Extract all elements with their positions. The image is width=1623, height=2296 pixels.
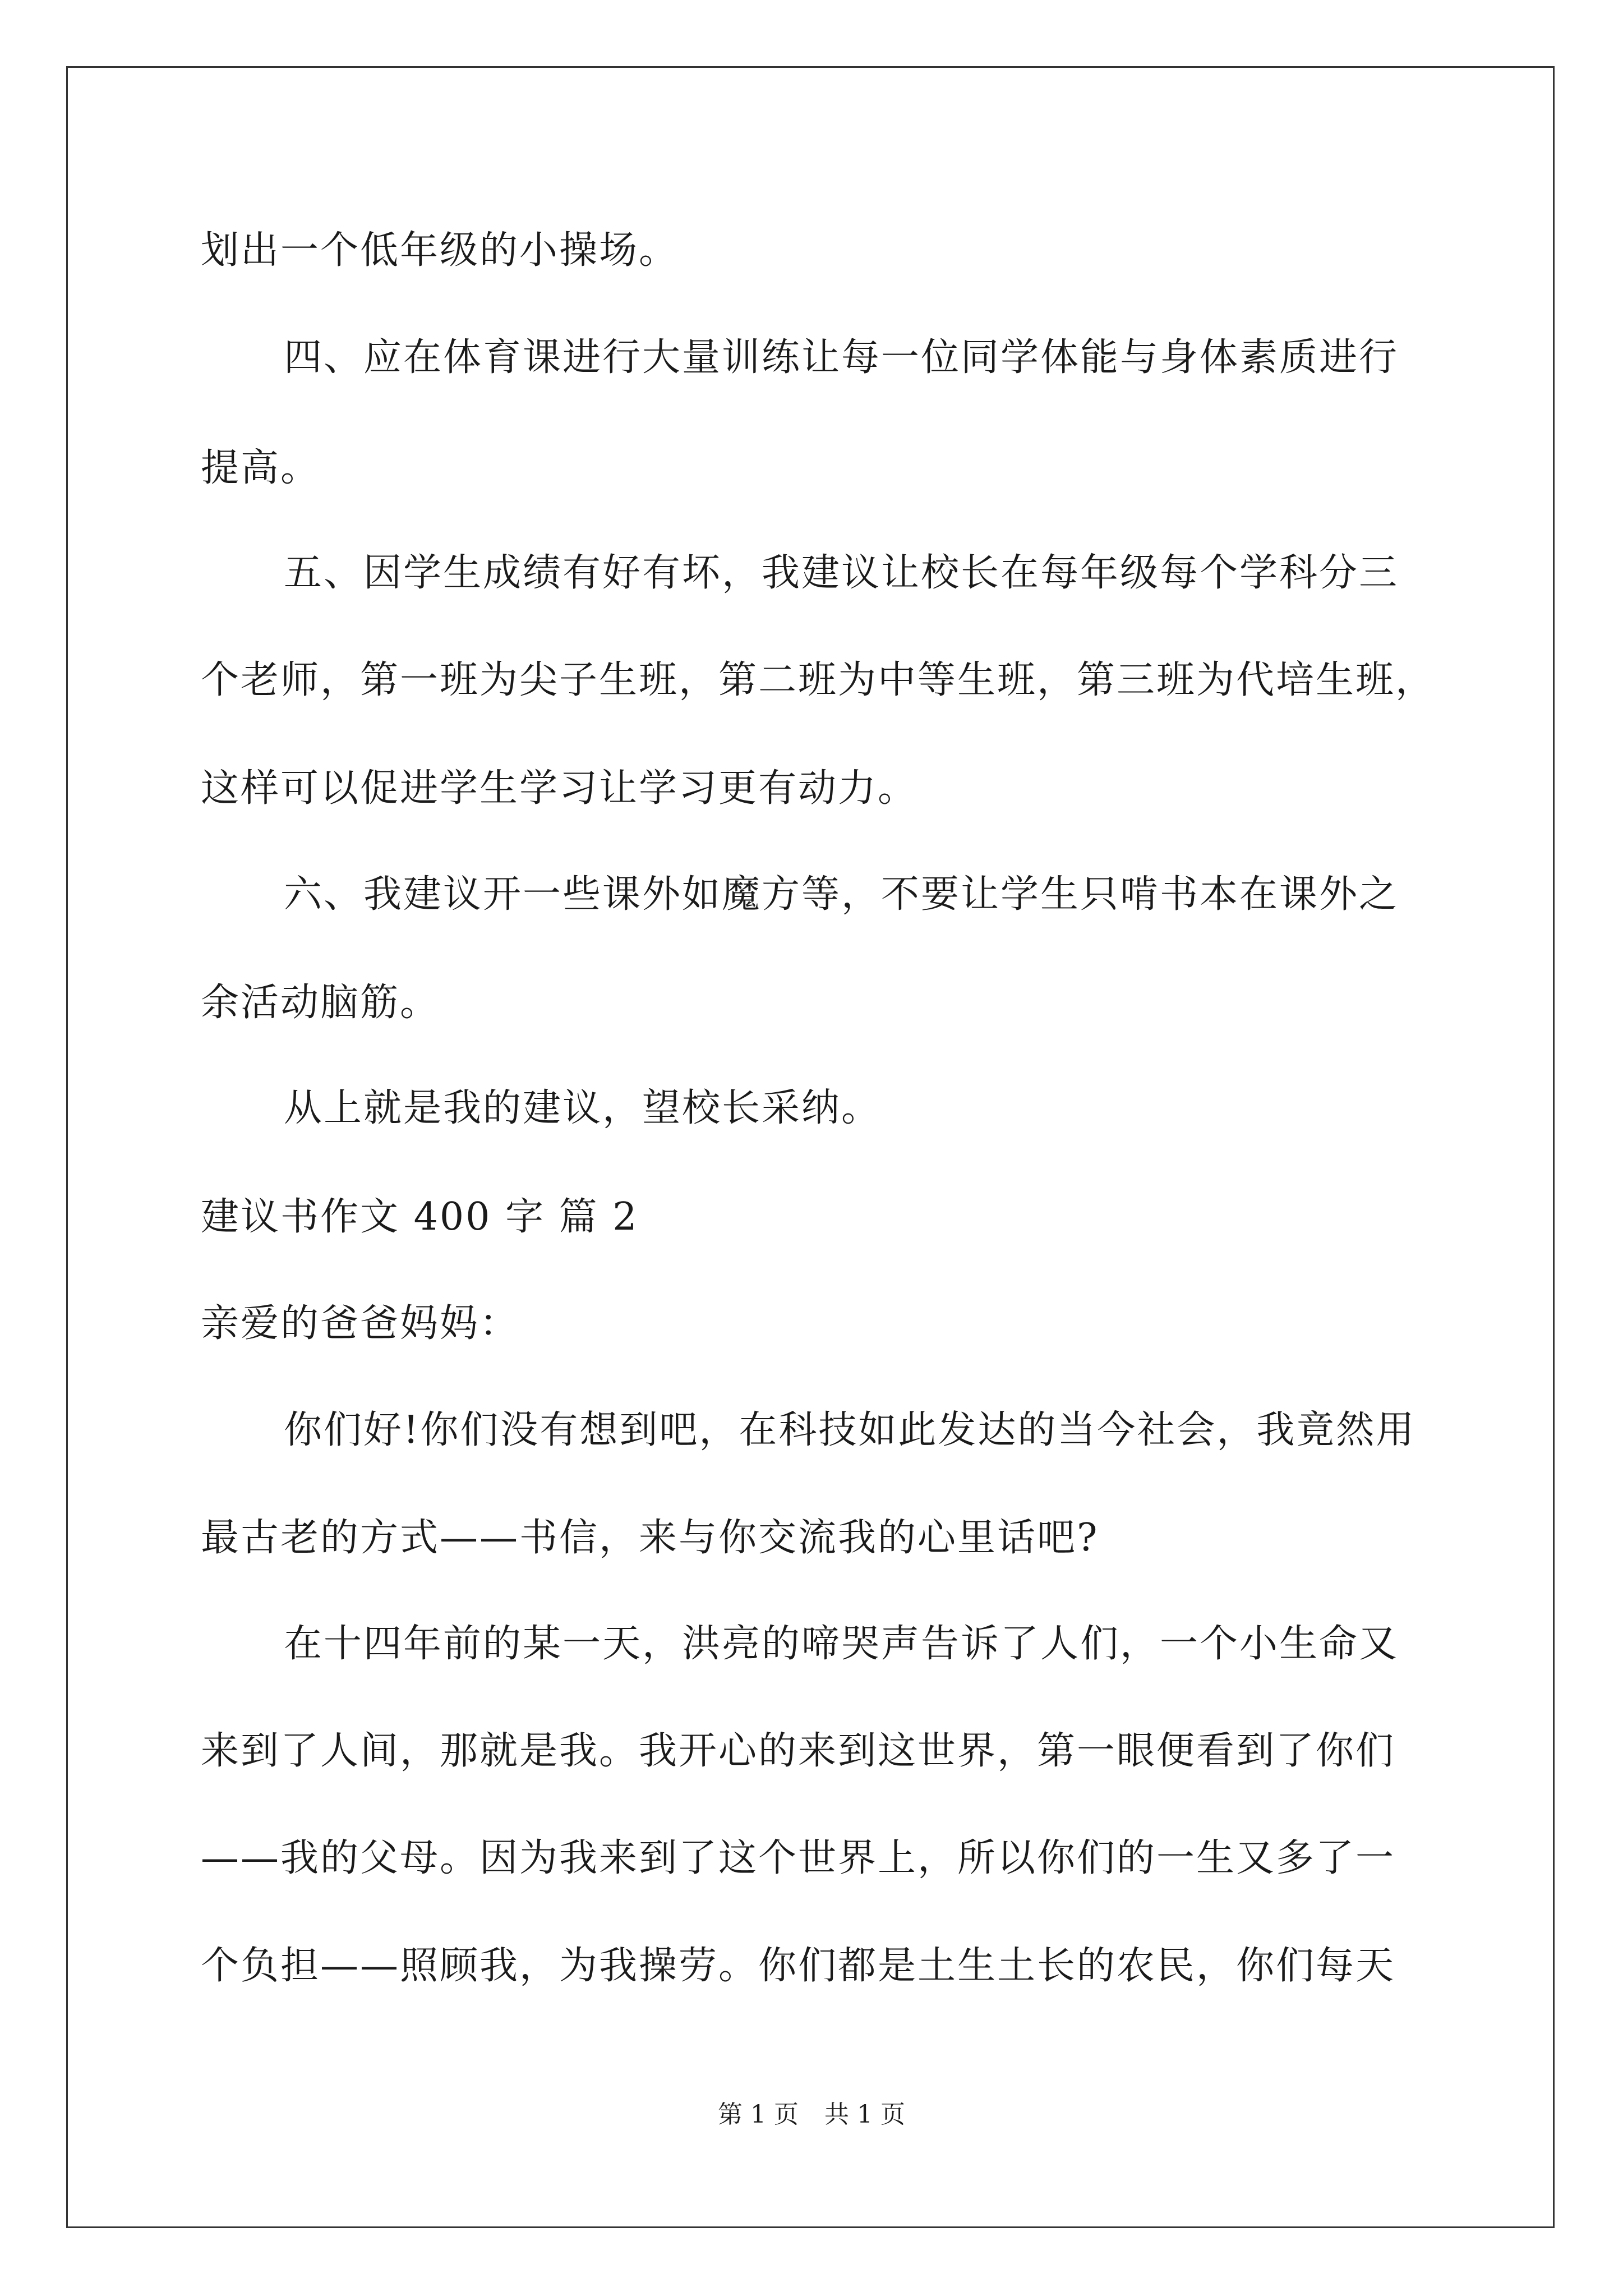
paragraph-line: 在十四年前的某一天，洪亮的啼哭声告诉了人们，一个小生命又 — [284, 1622, 1399, 1666]
paragraph-line: 五、因学生成绩有好有坏，我建议让校长在每年级每个学科分三 — [284, 551, 1399, 595]
text-line: ——我的父母。因为我来到了这个世界上，所以你们的一生又多了一 — [201, 1836, 1396, 1880]
text-line: 提高。 — [201, 446, 321, 490]
text-line: 来到了人间，那就是我。我开心的来到这世界，第一眼便看到了你们 — [201, 1729, 1396, 1773]
page-footer — [0, 2098, 1623, 2132]
paragraph-line: 你们好!你们没有想到吧，在科技如此发达的当今社会，我竟然用 — [284, 1408, 1416, 1452]
section-heading: 建议书作文 400 字 篇 2 — [201, 1195, 639, 1239]
text-line: 这样可以促进学生学习让学习更有动力。 — [201, 766, 918, 811]
paragraph-line: 从上就是我的建议，望校长采纳。 — [284, 1086, 882, 1130]
page-number: 第 1 页 — [718, 2100, 799, 2129]
text-line: 个老师，第一班为尖子生班，第二班为中等生班，第三班为代培生班， — [201, 658, 1436, 702]
text-line: 个负担——照顾我，为我操劳。你们都是土生土长的农民，你们每天 — [201, 1944, 1396, 1988]
text-line: 余活动脑筋。 — [201, 981, 440, 1025]
paragraph-line: 四、应在体育课进行大量训练让每一位同学体能与身体素质进行 — [284, 335, 1399, 380]
page-count: 共 1 页 — [824, 2100, 905, 2129]
paragraph-line: 六、我建议开一些课外如魔方等，不要让学生只啃书本在课外之 — [284, 872, 1399, 917]
text-line: 划出一个低年级的小操场。 — [201, 228, 679, 273]
salutation: 亲爱的爸爸妈妈： — [201, 1301, 520, 1346]
page-border — [66, 66, 1555, 2228]
text-line: 最古老的方式——书信，来与你交流我的心里话吧? — [201, 1516, 1099, 1560]
